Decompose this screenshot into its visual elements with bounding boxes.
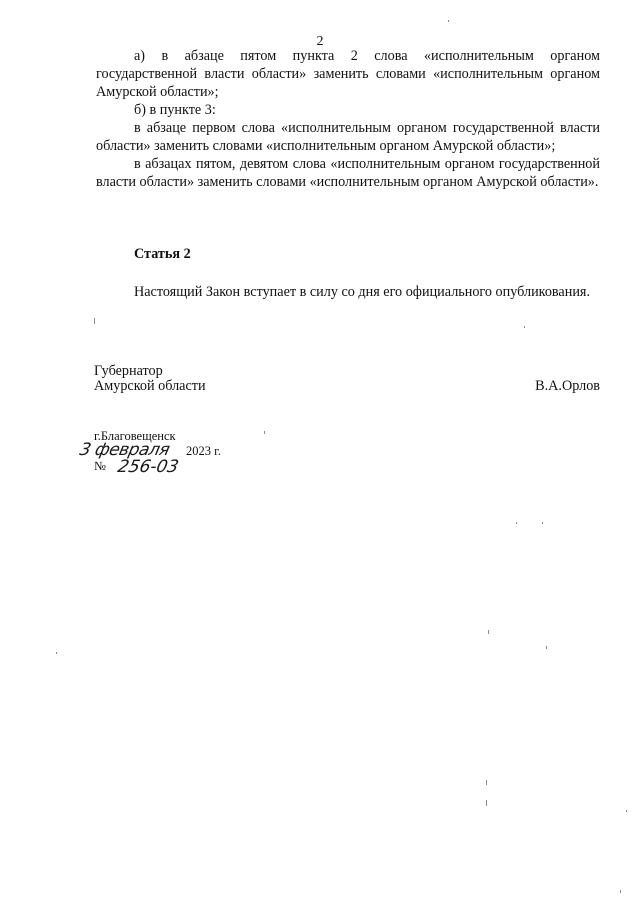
page-number: 2 <box>316 34 324 49</box>
amendment-paragraph: б) в пункте 3: <box>134 102 216 118</box>
law-number <box>94 457 214 481</box>
scan-speck <box>94 318 95 324</box>
article-heading: Статья 2 <box>134 246 191 262</box>
amendment-paragraph: в абзацах пятом, девятом слова «исполнительным органом государственной власти области» заменить словами «исполнительным органом Амурской области». <box>96 156 600 190</box>
signing-year: 2023 г. <box>186 444 221 458</box>
amendment-paragraph: а) в абзаце пятом пункта 2 слова «исполнительным органом государственной власти области» заменить словами «исполнительным органом Амурской области»; <box>96 48 600 100</box>
amendments-block <box>96 47 600 191</box>
scan-speck <box>448 20 449 22</box>
scan-speck <box>56 652 57 654</box>
signatory-name: В.А.Орлов <box>535 378 600 394</box>
scan-speck <box>264 431 265 434</box>
scan-speck <box>626 810 627 812</box>
scan-speck <box>524 326 525 328</box>
scan-speck <box>486 800 487 806</box>
number-sign: № <box>94 459 106 473</box>
scan-speck <box>516 522 517 524</box>
amendment-paragraph: в абзаце первом слова «исполнительным органом государственной власти области» заменить словами «исполнительным органом Амурской области»; <box>96 120 600 154</box>
article-paragraph: Настоящий Закон вступает в силу со дня его официального опубликования. <box>134 284 590 300</box>
scan-speck <box>542 522 543 524</box>
article-body <box>96 283 600 301</box>
place-of-signing: г.Благовещенск <box>94 429 176 443</box>
handwritten-date: 3 февраля <box>77 440 172 460</box>
signatory-title <box>94 364 206 394</box>
signatory-title-line1: Губернатор <box>94 363 163 379</box>
handwritten-number: 256-03 <box>115 457 181 477</box>
scan-speck <box>546 646 547 649</box>
scan-speck <box>486 780 487 785</box>
scan-speck <box>488 630 489 634</box>
signatory-title-line2: Амурской области <box>94 378 206 394</box>
scan-speck <box>620 890 621 893</box>
